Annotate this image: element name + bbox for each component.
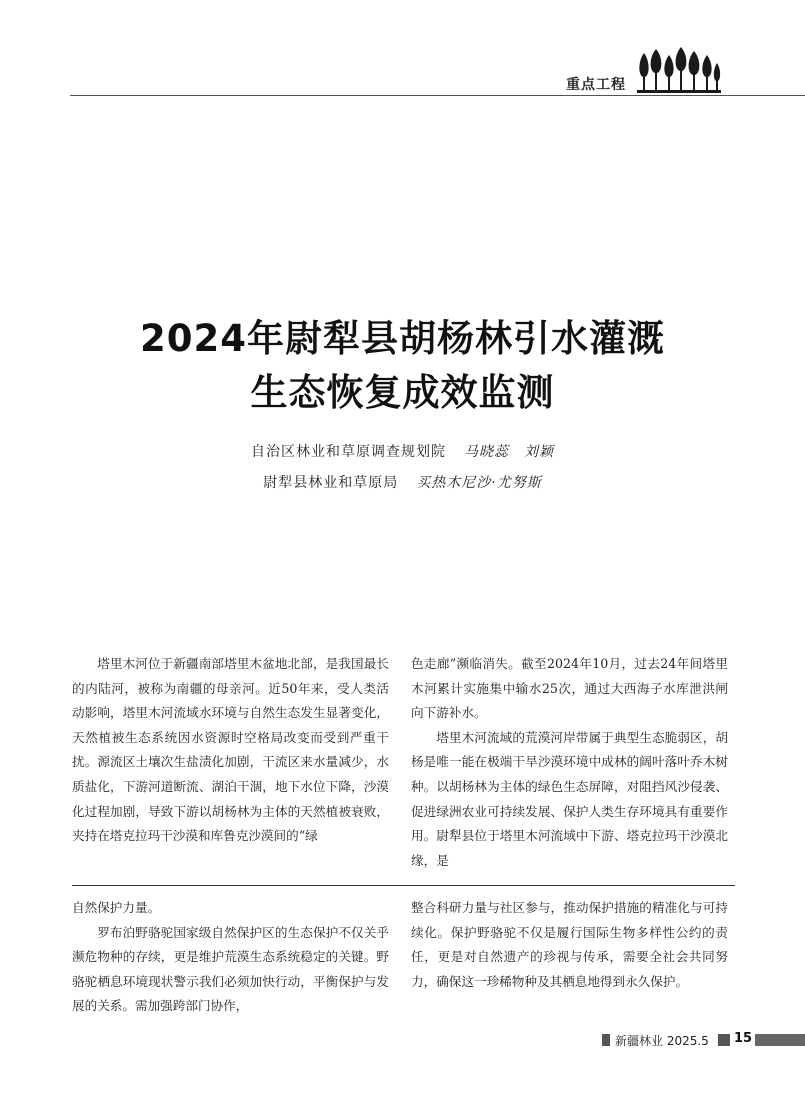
body-column-left-bottom [72,896,389,1019]
paragraph: 塔里木河流域的荒漠河岸带属于典型生态脆弱区，胡杨是唯一能在极端干旱沙漠环境中成林的阔叶落叶乔木树种。以胡杨林为主体的绿色生态屏障，对阻挡风沙侵袭、促进绿洲农业可持续发展、保护人类生存环境具有重要作用。尉犁县位于塔里木河流域中下游、塔克拉玛干沙漠北缘，是 [411,729,728,868]
paragraph: 自然保护力量。 [72,900,161,915]
paragraph: 色走廊”濒临消失。截至2024年10月，过去24年间塔里木河累计实施集中输水25次，通过大西海子水库泄洪闸向下游补水。 [411,656,728,721]
author-line-2 [60,472,745,492]
footer-bar-left [602,1034,610,1046]
section-label: 重点工程 [566,77,626,93]
footer-bar-middle [718,1034,730,1046]
author-org: 尉犁县林业和草原局 [263,475,399,491]
author-line-1 [60,441,745,461]
body-column-right-top [411,652,728,873]
author-names: 买热木尼沙·尤努斯 [416,475,542,491]
article-divider [72,885,735,886]
footer-bar-right [755,1034,805,1046]
paragraph: 罗布泊野骆驼国家级自然保护区的生态保护不仅关乎濒危物种的存续，更是维护荒漠生态系统稳定的关键。野骆驼栖息环境现状警示我们必须加快行动，平衡保护与发展的关系。需加强跨部门协作， [72,924,389,1014]
header-rule [70,95,805,96]
paragraph: 整合科研力量与社区参与，推动保护措施的精准化与可持续化。保护野骆驼不仅是履行国际生物多样性公约的责任，更是对自然遗产的珍视与传承，需要全社会共同努力，确保这一珍稀物种及其栖息地得到永久保护。 [411,900,728,989]
body-column-left-top [72,652,389,849]
author-org: 自治区林业和草原调查规划院 [251,444,446,460]
journal-issue: 新疆林业 2025.5 [615,1034,709,1048]
page-number: 15 [734,1031,753,1046]
body-column-right-bottom [411,896,728,994]
paragraph: 塔里木河位于新疆南部塔里木盆地北部，是我国最长的内陆河，被称为南疆的母亲河。近50年来，受人类活动影响，塔里木河流域水环境与自然生态发生显著变化，天然植被生态系统因水资源时空格局改变而受到严重干扰。源流区土壤次生盐渍化加剧，干流区来水量减少，水质盐化，下游河道断流、湖泊干涸，地下水位下降，沙漠化过程加剧，导致下游以胡杨林为主体的天然植被衰败，夹持在塔克拉玛干沙漠和库鲁克沙漠间的“绿 [72,656,389,844]
article-title-line1: 2024年尉犁县胡杨林引水灌溉 [140,317,665,360]
article-title-line2: 生态恢复成效监测 [250,371,555,414]
tree-row-logo [637,47,721,93]
page-footer [602,1032,805,1048]
author-names: 马晓蕊 刘颖 [464,444,554,460]
